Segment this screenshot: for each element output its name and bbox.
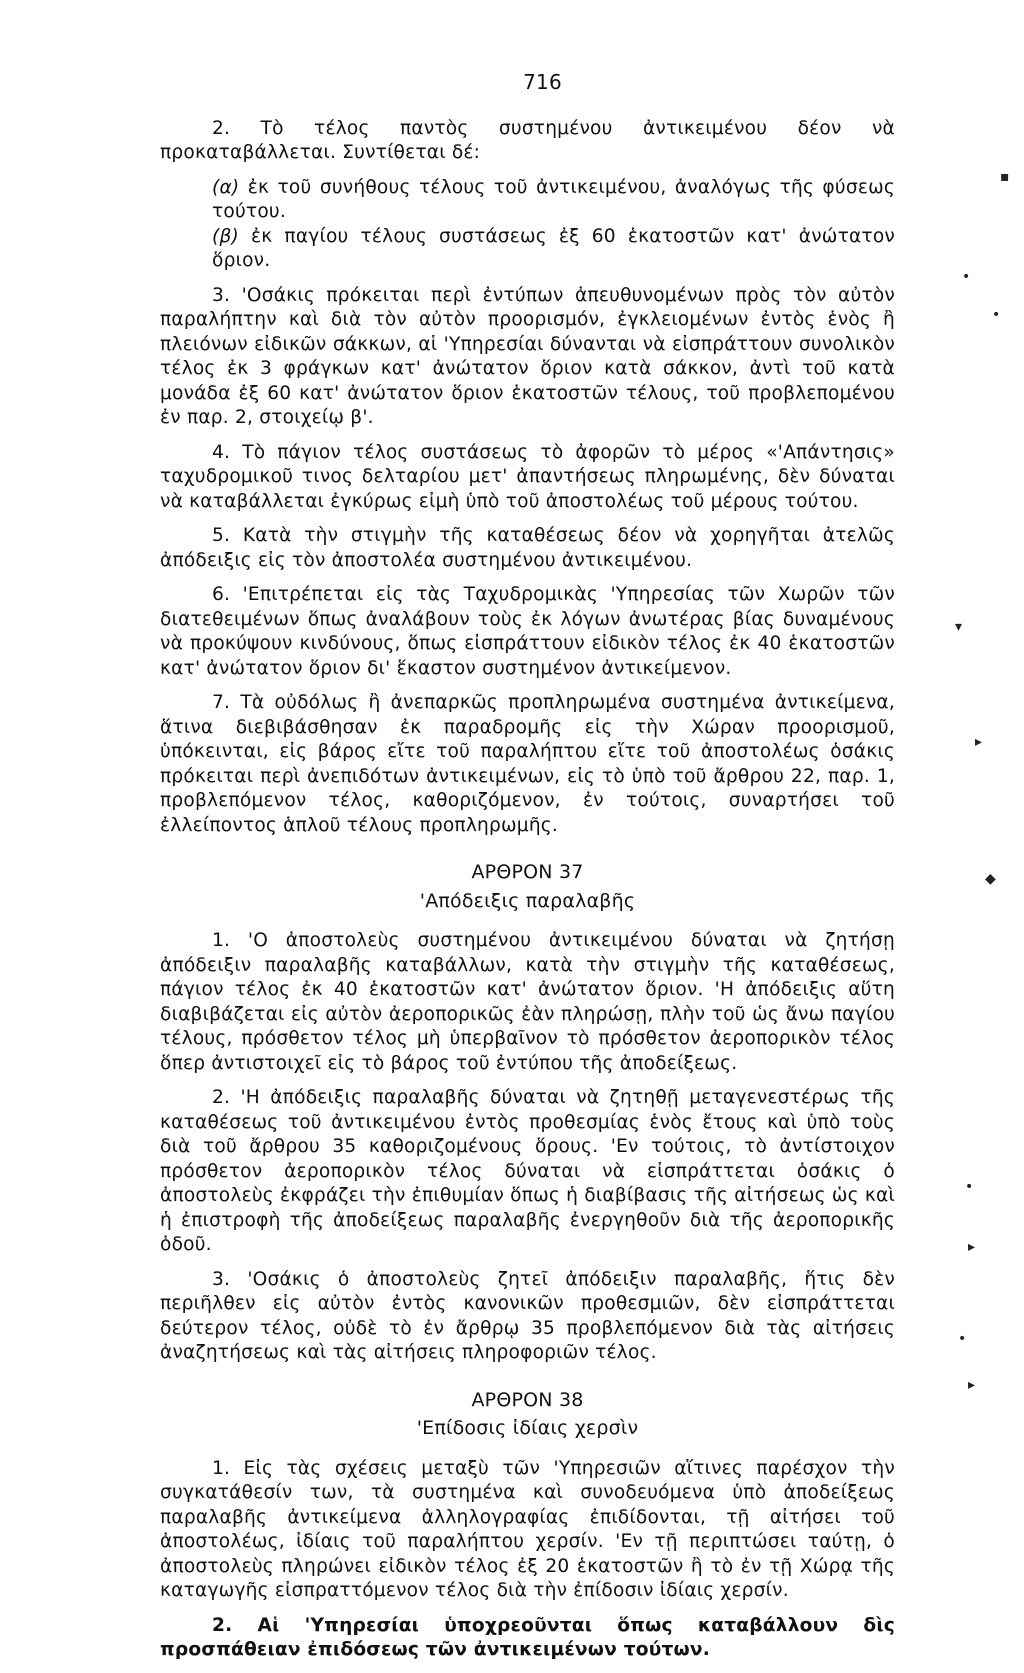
article-37-paragraph-2: 2. 'Η ἀπόδειξις παραλαβῆς δύναται νὰ ζητηθῇ μεταγενεστέρως τῆς καταθέσεως τοῦ ἀντικειμένου ἐντὸς προθεσμίας ἑνὸς ἔτους καὶ ὑπὸ τοὺς διὰ τοῦ ἄρθρου 35 καθοριζομένους ὅρους. 'Εν τούτοις, τὸ ἀντίστοιχον πρόσθετον ἀεροπορικὸν τέλος δύναται νὰ εἰσπράττεται ὁσάκις ὁ ἀποστολεὺς ἐκφράζει τὴν ἐπιθυμίαν ὅπως ἡ διαβίβασις τῆς αἰτήσεως ὡς καὶ ἡ ἐπιστροφὴ τῆς ἀποδείξεως παραλαβῆς ἐνεργηθοῦν διὰ τῆς ἀεροπορικῆς ὁδοῦ.: [160, 1087, 895, 1255]
article-38-heading: ΑΡΘΡΟΝ 38: [471, 1388, 584, 1411]
scan-speck: •: [958, 1331, 967, 1347]
scan-speck: •: [965, 1179, 974, 1195]
scan-speck: ▾: [955, 619, 963, 635]
article-37-paragraph-1: 1. 'Ο ἀποστολεὺς συστημένου ἀντικειμένου δύναται νὰ ζητήσῃ ἀπόδειξιν παραλαβῆς καταβάλλων, κατὰ τὴν στιγμὴν τῆς καταθέσεως, πάγιον τέλος ἐκ 40 ἑκατοστῶν κατ' ἀνώτατον ὅριον. 'Η ἀπόδειξις αὕτη διαβιβάζεται εἰς αὐτὸν ἀεροπορικῶς ἐὰν πληρώσῃ, πλὴν τοῦ ὡς ἄνω παγίου τέλους, πρόσθετον τέλος μὴ ὑπερβαῖνον τὸ πρόσθετον ἀεροπορικὸν τέλος ὅπερ ἀντιστοιχεῖ εἰς τὸ βάρος τοῦ ἐντύπου τῆς ἀποδείξεως.: [160, 930, 895, 1074]
page-number: 716: [523, 70, 562, 94]
paragraph-3: 3. 'Οσάκις πρόκειται περὶ ἐντύπων ἀπευθυνομένων πρὸς τὸν αὐτὸν παραλήπτην καὶ διὰ τὸν αὐτὸν προορισμόν, ἐγκλειομένων ἐντὸς ἑνὸς ἢ πλειόνων εἰδικῶν σάκκων, αἱ 'Υπηρεσίαι δύνανται νὰ εἰσπράττουν συνολικὸν τέλος ἐκ 3 φράγκων κατ' ἀνώτατον ὅριον κατὰ σάκκον, ἀντὶ τοῦ κατὰ μονάδα ἐξ 60 κατ' ἀνώτατον ὅριον ἑκατοστῶν τέλους, τοῦ προβλεπομένου ἐν παρ. 2, στοιχείῳ β'.: [160, 284, 895, 428]
article-38-paragraph-1: 1. Εἰς τὰς σχέσεις μεταξὺ τῶν 'Υπηρεσιῶν αἵτινες παρέσχον τὴν συγκατάθεσίν των, τὰ συστημένα καὶ συνοδευόμενα ὑπὸ ἀποδείξεως παραλαβῆς ἀντικείμενα ἀλληλογραφίας ἐπιδίδονται, τῇ αἰτήσει τοῦ ἀποστολέως, ἰδίαις τοῦ παραλήπτου χερσίν. 'Εν τῇ περιπτώσει ταύτῃ, ὁ ἀποστολεὺς πληρώνει εἰδικὸν τέλος ἐξ 20 ἑκατοστῶν ἢ τὸ ἐν τῇ Χώρᾳ τῆς καταγωγῆς εἰσπραττόμενον τέλος διὰ τὴν ἐπίδοσιν ἰδίαις χερσίν.: [160, 1457, 895, 1601]
scan-speck: ▪: [1000, 169, 1010, 185]
scan-speck: ◆: [985, 871, 996, 887]
paragraph-2: 2. Τὸ τέλος παντὸς συστημένου ἀντικειμένου δέον νὰ προκαταβάλλεται. Συντίθεται δέ:: [160, 117, 895, 163]
article-38-subheading: 'Επίδοσις ἰδίαις χερσὶν: [416, 1417, 639, 1439]
scan-speck: •: [992, 307, 1001, 323]
subitem-b-mark: (β): [212, 225, 239, 247]
scan-speck: ▸: [968, 1239, 976, 1255]
paragraph-5: 5. Κατὰ τὴν στιγμὴν τῆς καταθέσεως δέον νὰ χορηγῆται ἀτελῶς ἀπόδειξις εἰς τὸν ἀποστολέα συστημένου ἀντικειμένου.: [160, 525, 895, 571]
subitem-b-text: ἐκ παγίου τέλους συστάσεως ἐξ 60 ἑκατοστῶν κατ' ἀνώτατον ὅριον.: [212, 225, 895, 271]
article-37-subheading: 'Απόδειξις παραλαβῆς: [419, 889, 636, 912]
article-38-paragraph-2: 2. Αἱ 'Υπηρεσίαι ὑποχρεοῦνται ὅπως καταβάλλουν δὶς προσπάθειαν ἐπιδόσεως τῶν ἀντικειμένων τούτων.: [160, 1614, 895, 1660]
scan-speck: ▸: [968, 1377, 976, 1393]
subitem-a-text: ἐκ τοῦ συνήθους τέλους τοῦ ἀντικειμένου, ἀναλόγως τῆς φύσεως τούτου.: [212, 176, 895, 222]
subitem-b: [160, 225, 895, 274]
subitem-a: [160, 176, 895, 225]
paragraph-7: 7. Τὰ οὐδόλως ἢ ἀνεπαρκῶς προπληρωμένα συστημένα ἀντικείμενα, ἅτινα διεβιβάσθησαν ἐκ παραδρομῆς εἰς τὴν Χώραν προορισμοῦ, ὑπόκεινται, εἰς βάρος εἴτε τοῦ παραλήπτου εἴτε τοῦ ἀποστολέως ὁσάκις πρόκειται περὶ ἀνεπιδότων ἀντικειμένων, εἰς τὸ ὑπὸ τοῦ ἄρθρου 22, παρ. 1, προβλεπόμενον τέλος, καθοριζόμενον, ἐν τούτοις, συναρτήσει τοῦ ἐλλείποντος ἁπλοῦ τέλους προπληρωμῆς.: [160, 692, 895, 836]
article-37-heading: ΑΡΘΡΟΝ 37: [471, 861, 584, 883]
subitem-a-mark: (α): [212, 176, 240, 198]
paragraph-4: 4. Τὸ πάγιον τέλος συστάσεως τὸ ἀφορῶν τὸ μέρος «'Απάντησις» ταχυδρομικοῦ τινος δελταρίου μετ' ἀπαντήσεως πληρωμένης, δὲν δύναται νὰ καταβάλλεται ἐγκύρως εἰμὴ ὑπὸ τοῦ ἀποστολέως τοῦ μέρους τούτου.: [160, 441, 895, 512]
article-37-paragraph-3: 3. 'Οσάκις ὁ ἀποστολεὺς ζητεῖ ἀπόδειξιν παραλαβῆς, ἥτις δὲν περιῆλθεν εἰς αὐτὸν ἐντὸς κανονικῶν προθεσμιῶν, δὲν εἰσπράττεται δεύτερον τέλος, οὐδὲ τὸ ἐν ἄρθρῳ 35 προβλεπόμενον διὰ τὰς αἰτήσεις ἀναζητήσεως καὶ τὰς αἰτήσεις πληροφοριῶν τέλος.: [160, 1268, 895, 1363]
scan-speck: ▸: [975, 734, 983, 750]
paragraph-6: 6. 'Επιτρέπεται εἰς τὰς Ταχυδρομικὰς 'Υπηρεσίας τῶν Χωρῶν τῶν διατεθειμένων ὅπως ἀναλάβουν τοὺς ἐκ λόγων ἀνωτέρας βίας δυναμένους νὰ προκύψουν κινδύνους, ὅπως εἰσπράττουν εἰδικὸν τέλος ἐκ 40 ἑκατοστῶν κατ' ἀνώτατον ὅριον δι' ἕκαστον συστημένον ἀντικείμενον.: [160, 584, 895, 679]
scan-speck: •: [962, 269, 971, 285]
document-page: [160, 70, 895, 1673]
